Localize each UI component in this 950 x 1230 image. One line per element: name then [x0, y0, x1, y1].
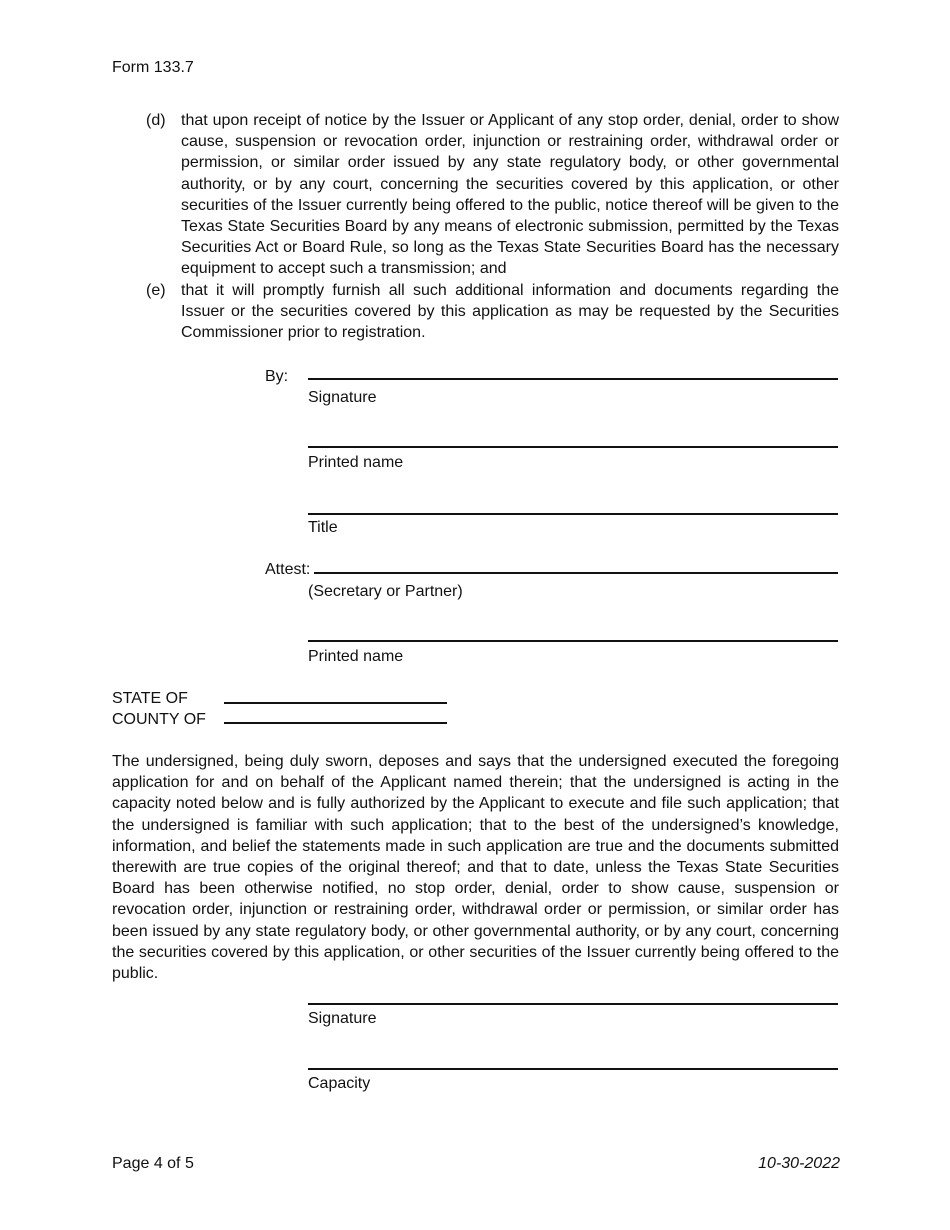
by-label: By: [265, 368, 289, 385]
page-number: Page 4 of 5 [112, 1155, 194, 1172]
revision-date: 10-30-2022 [758, 1155, 840, 1172]
oath-signature-caption: Signature [308, 1010, 377, 1027]
printed-name-caption: Printed name [308, 454, 404, 471]
item-label: (d) [146, 112, 166, 129]
county-line[interactable] [224, 722, 447, 724]
attest-caption: (Secretary or Partner) [308, 583, 463, 600]
capacity-caption: Capacity [308, 1075, 371, 1092]
capacity-line[interactable] [308, 1068, 838, 1070]
attest-printed-name-caption: Printed name [308, 648, 404, 665]
title-line[interactable] [308, 513, 838, 515]
form-number: Form 133.7 [112, 59, 194, 76]
attest-line[interactable] [314, 572, 838, 574]
list-item [146, 110, 839, 280]
signature-line[interactable] [308, 378, 838, 380]
item-text: that upon receipt of notice by the Issuer or Applicant of any stop order, denial, order to show cause, suspension or revocation order, injunction or restraining order, withdrawal order or permission, or similar order issued by any state regulatory body, or other governmental authority, or by any court, concerning the securities covered by this application, or other securities of the Issuer currently being offered to the public, notice thereof will be given to the Texas State Securities Board by any means of electronic submission, permitted by the Texas Securities Act or Board Rule, so long as the Texas State Securities Board has the necessary equipment to accept such a transmission; and [181, 112, 839, 278]
item-label: (e) [146, 282, 166, 299]
list-item [146, 280, 839, 344]
state-line[interactable] [224, 702, 447, 704]
attest-printed-name-line[interactable] [308, 640, 838, 642]
oath-paragraph: The undersigned, being duly sworn, deposes and says that the undersigned executed the foregoing application for and on behalf of the Applicant named therein; that the undersigned is acting in the capacity noted below and is fully authorized by the Applicant to execute and file such application; that the undersigned is familiar with such application; that to the best of the undersigned’s knowledge, information, and belief the statements made in such application are true and the documents submitted therewith are true copies of the original thereof; and that to date, unless the Texas State Securities Board has been otherwise notified, no stop order, denial, order to show cause, suspension or revocation order, injunction or restraining order, withdrawal order or permission, or similar order has been issued by any state regulatory body, or other governmental authority, or by any court, concerning the securities covered by this application, or other securities of the Issuer currently being offered to the public. [112, 753, 839, 983]
oath-signature-line[interactable] [308, 1003, 838, 1005]
signature-caption: Signature [308, 389, 377, 406]
title-caption: Title [308, 519, 338, 536]
item-text: that it will promptly furnish all such additional information and documents regarding the Issuer or the securities covered by this application as may be requested by the Securities Commissioner prior to registration. [181, 282, 839, 342]
state-label: STATE OF [112, 690, 188, 707]
attest-label: Attest: [265, 561, 311, 578]
county-label: COUNTY OF [112, 711, 206, 728]
printed-name-line[interactable] [308, 446, 838, 448]
